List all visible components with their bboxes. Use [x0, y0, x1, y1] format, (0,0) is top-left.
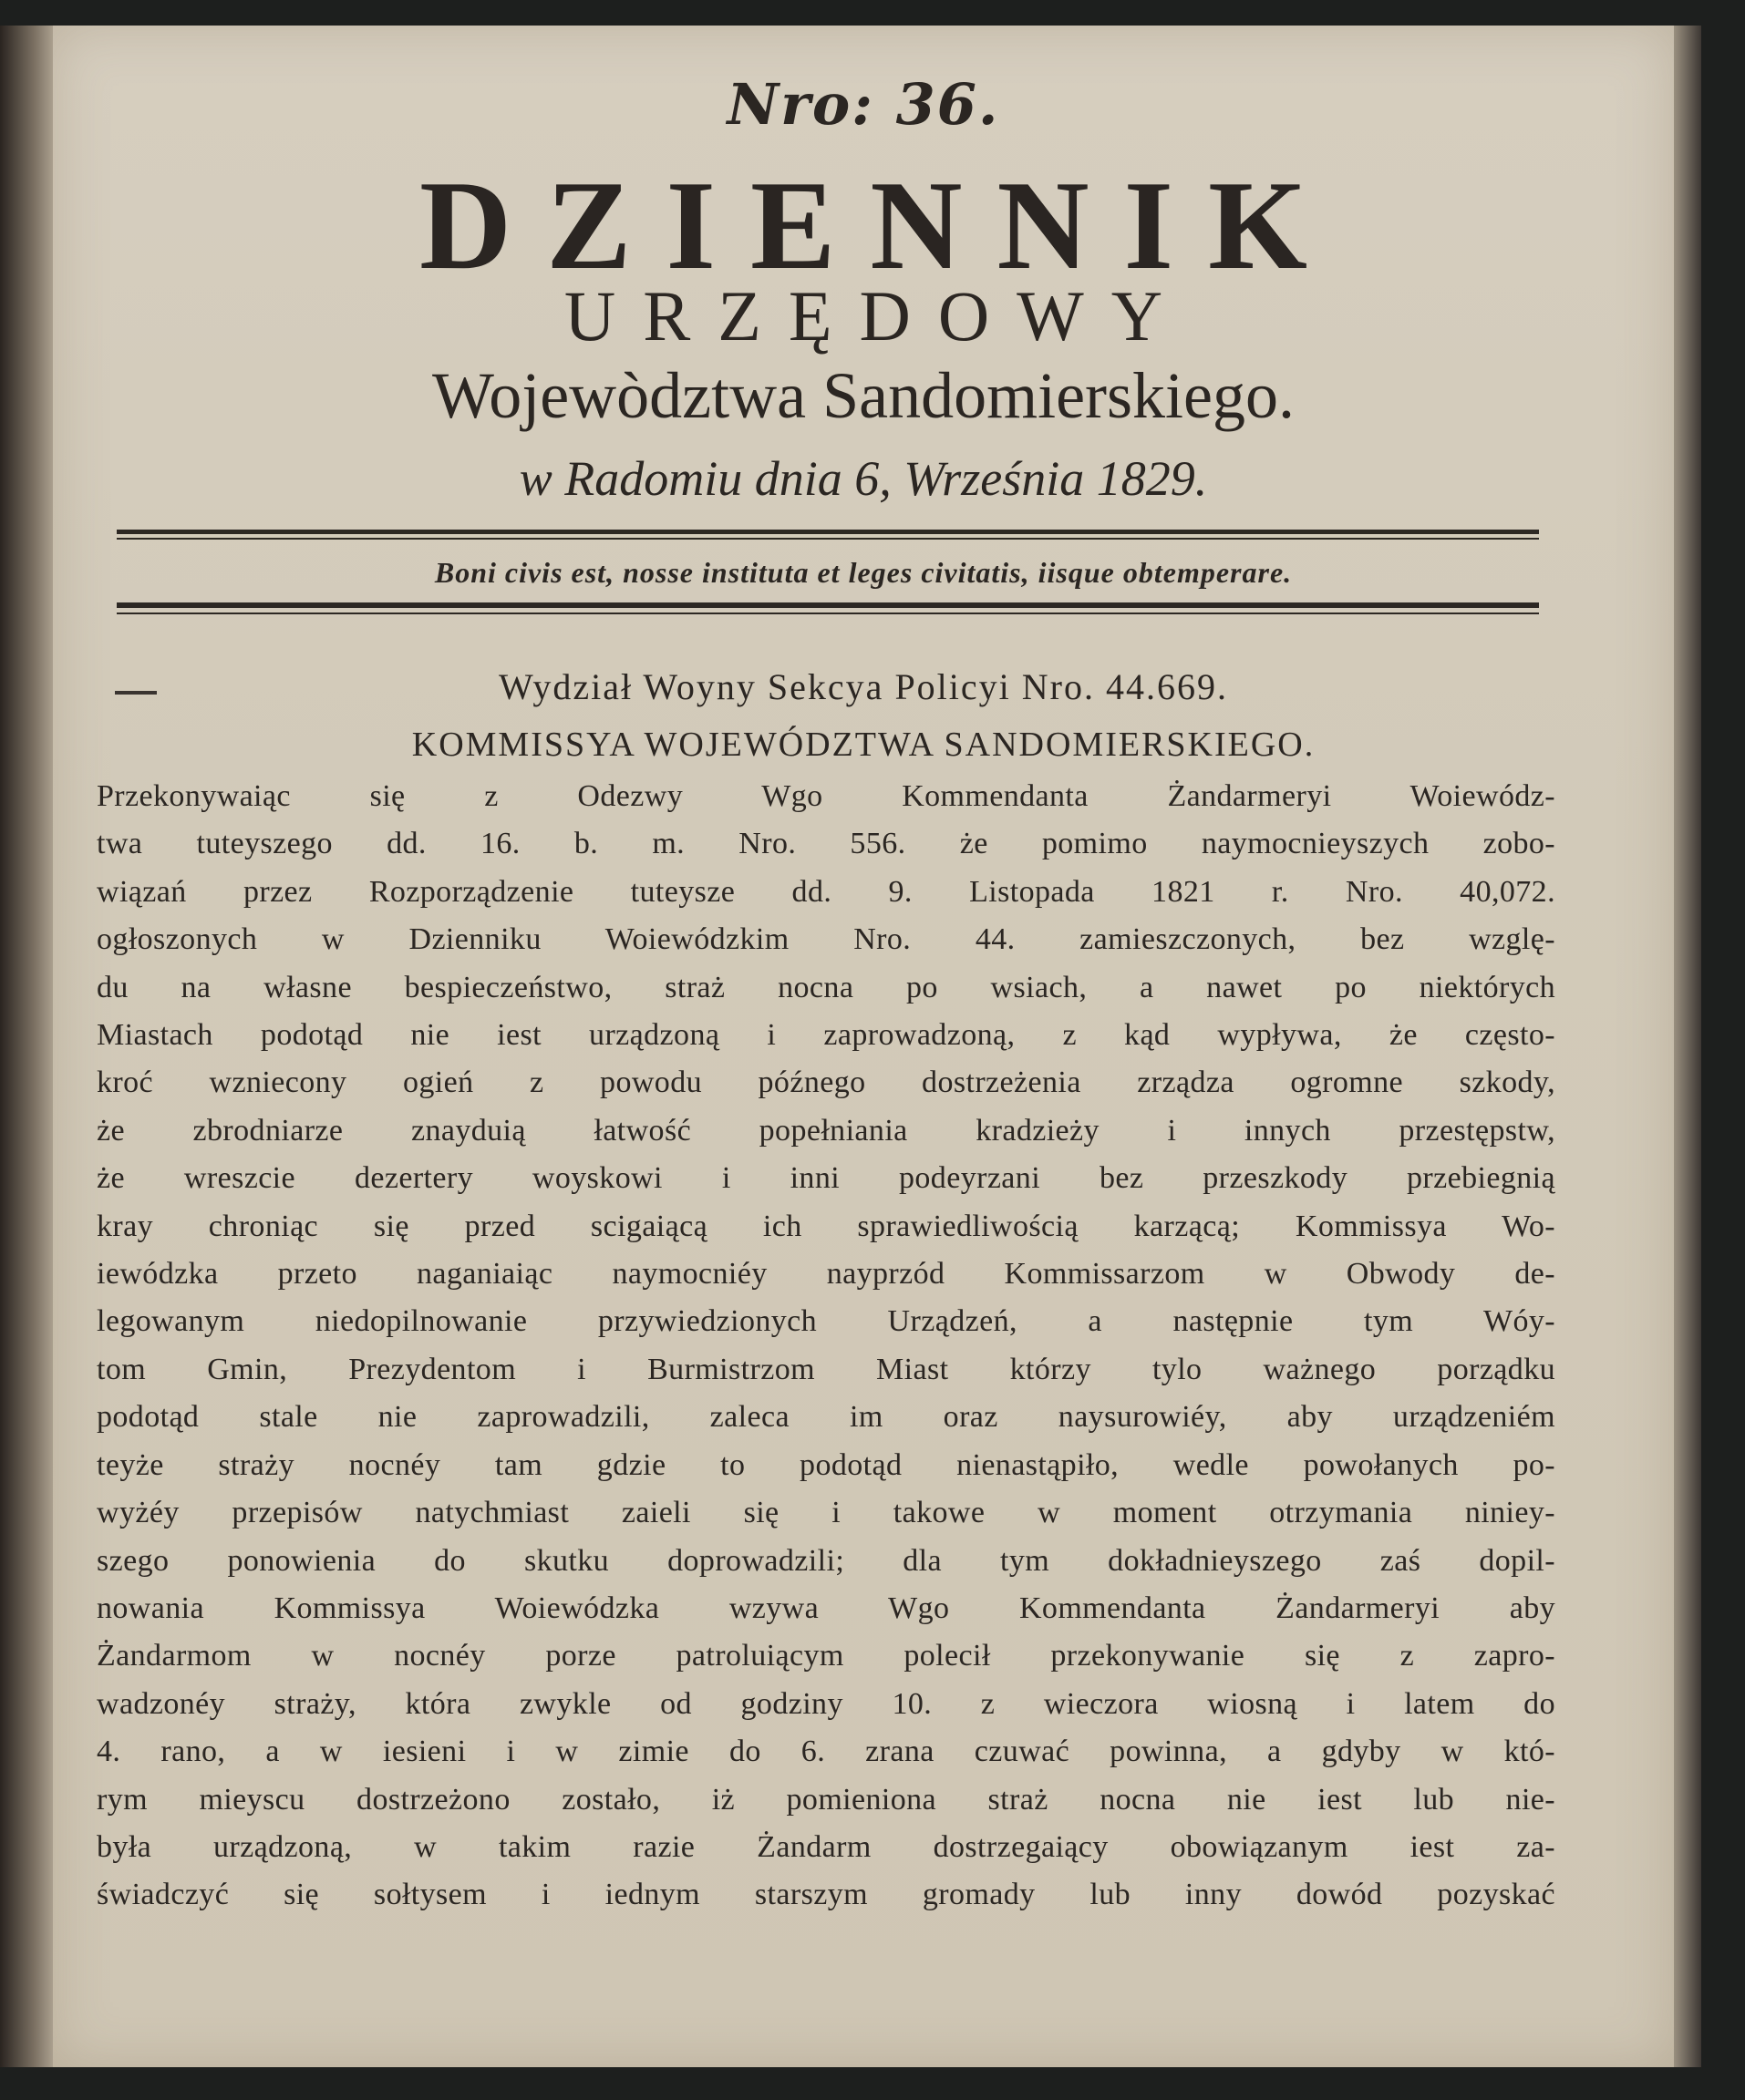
body-line: wyżéy przepisów natychmiast zaieli się i takowe w moment otrzymania niniey-: [97, 1496, 1555, 1530]
masthead-rule-top-thin: [117, 538, 1539, 540]
department-heading: Wydział Woyny Sekcya Policyi Nro. 44.669.: [499, 666, 1228, 707]
body-line: Przekonywaiąc się z Odezwy Wgo Kommendanta Żandarmeryi Woiewódz-: [97, 779, 1555, 813]
masthead-subtitle: URZĘDOWY: [563, 276, 1191, 355]
body-line: iewódzka przeto naganiaiąc naymocniéy nayprzód Kommissarzom w Obwody de-: [97, 1257, 1555, 1292]
body-line: była urządzoną, w takim razie Żandarm dostrzegaiący obowiązanym iest za-: [97, 1829, 1555, 1864]
body-line: nowania Kommissya Woiewódzka wzywa Wgo Kommendanta Żandarmeryi aby: [97, 1590, 1555, 1625]
body-line: świadczyć się sołtysem i iednym starszym gromady lub inny dowód pozyskać: [97, 1878, 1555, 1912]
body-line: twa tuteyszego dd. 16. b. m. Nro. 556. że pomimo naymocnieyszych zobo-: [97, 827, 1555, 861]
body-line: że zbrodniarze znayduią łatwość popełniania kradzieży i innych przestępstw,: [97, 1113, 1555, 1148]
body-line: du na własne bespieczeństwo, straż nocna po wsiach, a nawet po niektórych: [97, 970, 1555, 1004]
body-line: że wreszcie dezertery woyskowi i inni podeyrzani bez przeszkody przebiegnią: [97, 1161, 1555, 1196]
body-line: kray chroniąc się przed scigaiącą ich sprawiedliwością karzącą; Kommissya Wo-: [97, 1209, 1555, 1243]
body-line: kroć wzniecony ogień z powodu późnego dostrzeżenia zrządza ogromne szkody,: [97, 1065, 1555, 1100]
body-line: rym mieyscu dostrzeżono zostało, iż pomieniona straż nocna nie iest lub nie-: [97, 1782, 1555, 1817]
masthead-rule-top: [117, 530, 1539, 534]
body-line: szego ponowienia do skutku doprowadzili; dla tym dokładnieyszego zaś dopil-: [97, 1543, 1555, 1578]
latin-motto: Boni civis est, nosse instituta et leges civitatis, iisque obtemperare.: [434, 556, 1293, 589]
issue-number: Nro: 36.: [727, 71, 1000, 138]
document-page: [53, 26, 1674, 2067]
page-edge-shadow: [1674, 26, 1701, 2067]
body-line: wiązań przez Rozporządzenie tuteysze dd. 9. Listopada 1821 r. Nro. 40,072.: [97, 874, 1555, 909]
body-line: Miastach podotąd nie iest urządzoną i zaprowadzoną, z kąd wypływa, że często-: [97, 1018, 1555, 1053]
body-line: Żandarmom w nocnéy porze patroluiącym polecił przekonywanie się z zapro-: [97, 1639, 1555, 1673]
body-line: 4. rano, a w iesieni i w zimie do 6. zrana czuwać powinna, a gdyby w któ-: [97, 1735, 1555, 1769]
province-name: Wojewòdztwa Sandomierskiego.: [432, 359, 1295, 432]
body-line: podotąd stale nie zaprowadzili, zaleca im oraz naysurowiéy, aby urządzeniém: [97, 1400, 1555, 1435]
commission-heading: KOMMISSYA WOJEWÓDZTWA SANDOMIERSKIEGO.: [411, 726, 1316, 764]
body-line: ogłoszonych w Dzienniku Woiewódzkim Nro. 44. zamieszczonych, bez wzglę-: [97, 922, 1555, 957]
masthead-rule-bottom: [117, 602, 1539, 608]
masthead-title: DZIENNIK: [419, 155, 1342, 296]
publication-dateline: w Radomiu dnia 6, Września 1829.: [519, 451, 1208, 506]
body-line: legowanym niedopilnowanie przywiedzionych Urządzeń, a następnie tym Wóy-: [97, 1304, 1555, 1339]
book-spine-shadow: [0, 26, 58, 2067]
body-line: teyże straży nocnéy tam gdzie to podotąd nienastąpiło, wedle powołanych po-: [97, 1447, 1555, 1482]
body-line: tom Gmin, Prezydentom i Burmistrzom Miast którzy tylo ważnego porządku: [97, 1352, 1555, 1386]
body-line: wadzonéy straży, która zwykle od godziny 10. z wieczora wiosną i latem do: [97, 1686, 1555, 1721]
masthead-rule-bottom-thin: [117, 612, 1539, 614]
article-body: [97, 773, 1555, 1920]
